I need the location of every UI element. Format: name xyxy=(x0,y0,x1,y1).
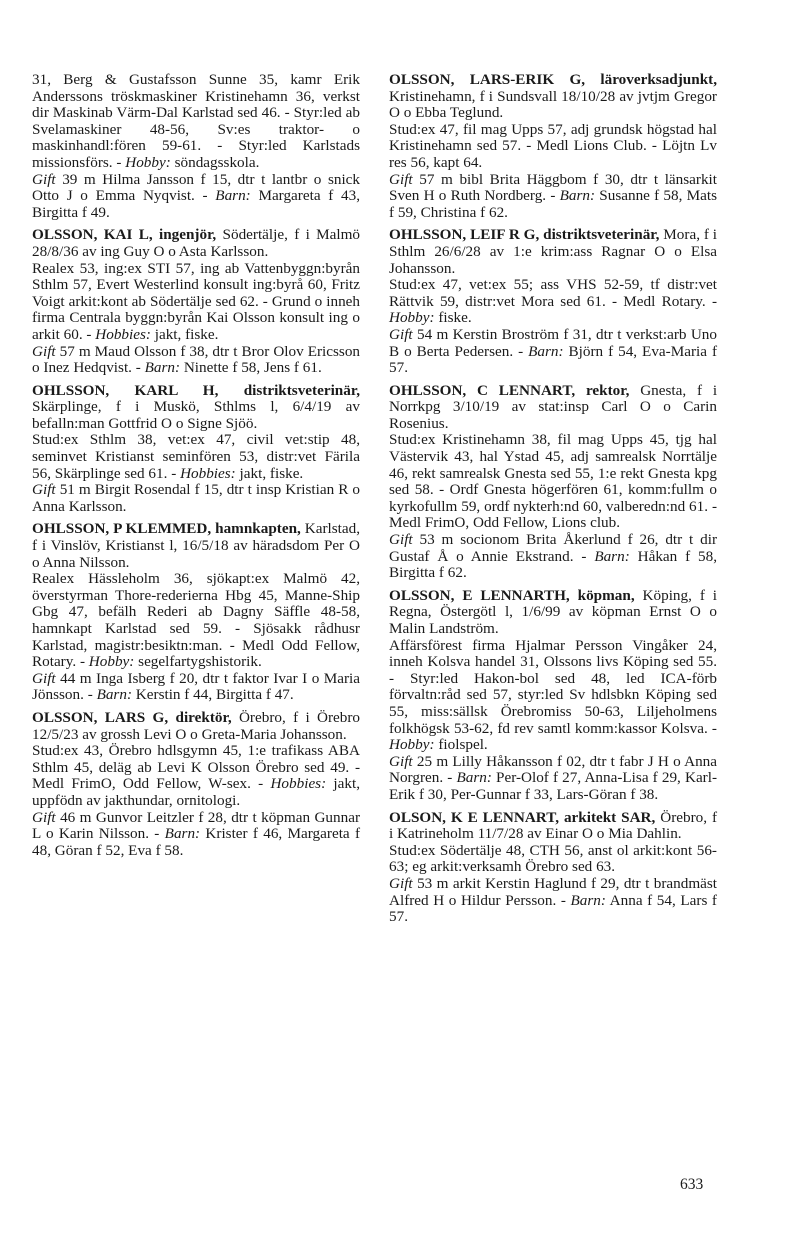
entry-barn: Björn f 54, Eva-Maria f 57. xyxy=(389,342,718,377)
entry-title: hamnkapten, xyxy=(215,520,301,538)
entry-title: rektor, xyxy=(585,381,630,399)
entry-title: köpman, xyxy=(577,586,635,604)
entry-barn: Krister f 46, Margareta f 48, Göran f 52, Eva f 58. xyxy=(32,825,361,859)
right-column xyxy=(389,72,717,932)
gift-label: Gift xyxy=(32,808,56,826)
entry-body: Stud:ex Södertälje 48, CTH 56, anst ol arkit:kont 56-63; eg arkit:verksamh Örebro sed 63. xyxy=(389,841,717,876)
entry-olsson-continuation xyxy=(32,72,360,221)
entry-body: Stud:ex Sthlm 38, vet:ex 47, civil vet:stip 48, seminvet Kristianst seminfören 53, distr:vet Färila 56, Skärplinge sed 61. - xyxy=(32,431,360,482)
entry-name: OLSSON, KAI L, xyxy=(32,226,153,244)
entry-title: distriktsveterinär, xyxy=(243,381,360,399)
entry-intro: Södertälje, f i Malmö 28/8/36 av ing Guy O o Asta Karlsson. xyxy=(32,226,360,260)
entry-ohlsson-leif xyxy=(389,227,717,376)
entry-name: OLSSON, LARS-ERIK G, xyxy=(389,71,586,88)
left-column xyxy=(32,72,360,865)
entry-gift: 53 m arkit Kerstin Haglund f 29, dtr t brandmäst Alfred H o Hildur Persson. - xyxy=(389,874,718,909)
entry-ohlsson-c-lennart xyxy=(389,383,717,582)
entry-barn: Håkan f 58, Birgitta f 62. xyxy=(389,547,718,582)
barn-label: Barn: xyxy=(559,187,596,205)
entry-barn: Per-Olof f 27, Anna-Lisa f 29, Karl-Erik f 30, Per-Gunnar f 33, Lars-Göran f 38. xyxy=(389,769,718,803)
entry-body: Stud:ex 47, vet:ex 55; ass VHS 52-59, tf distr:vet Rättvik 59, distr:vet Mora sed 61. - Medl Rotary. - xyxy=(389,276,717,310)
entry-body: Realex Hässleholm 36, sjökapt:ex Malmö 42, överstyrman Thore-rederierna Hbg 45, Manne-Ship Gbg 47, befälh Rederi ab Dagny Säffle 48-58, hamnkapt Karlstad sed 59. - Sjösakk rådhusr Karlstad, magistr:besiktn:man. - Medl Odd Fellow, Rotary. - xyxy=(32,570,360,671)
entry-body: Realex 53, ing:ex STI 57, ing ab Vattenbyggn:byrån Sthlm 57, Evert Westerlind konsult ing:byrå 60, Fritz Voigt arkit:kont ab Södertälje sed 62. - Grund o inneh firma Centrala byggn:byrån Kai Olsson konsult ing o arkit 60. - xyxy=(32,259,360,343)
entry-hobby: fiske. xyxy=(438,309,472,327)
barn-label: Barn: xyxy=(570,891,606,909)
entry-intro: Gnesta, f i Norrkpg 3/10/19 av stat:insp Carl O o Carin Rosenius. xyxy=(389,381,718,432)
entry-hobby: fiolspel. xyxy=(438,736,488,754)
gift-label: Gift xyxy=(389,531,413,549)
entry-title: ingenjör, xyxy=(158,226,217,244)
gift-label: Gift xyxy=(389,752,413,770)
entry-barn: Anna f 54, Lars f 57. xyxy=(389,891,717,926)
barn-label: Barn: xyxy=(456,769,492,787)
entry-body: Stud:ex 43, Örebro hdlsgymn 45, 1:e trafikass ABA Sthlm 45, deläg ab Levi K Olsson Örebro sed 49. - Medl FrimO, Odd Fellow, W-sex. - xyxy=(32,742,360,793)
gift-label: Gift xyxy=(389,874,413,892)
entry-barn: Susanne f 58, Mats f 59, Christina f 62. xyxy=(389,187,718,221)
barn-label: Barn: xyxy=(594,547,630,565)
barn-label: Barn: xyxy=(215,187,251,205)
hobby-label: Hobbies: xyxy=(95,325,151,343)
entry-barn: Kerstin f 44, Birgitta f 47. xyxy=(135,686,294,704)
entry-title: läroverksadjunkt, xyxy=(600,71,717,88)
entry-intro: Örebro, f i Örebro 12/5/23 av grossh Levi O o Greta-Maria Johansson. xyxy=(32,708,361,743)
entry-ohlsson-karl xyxy=(32,383,360,516)
entry-olson-k-e-lennart xyxy=(389,810,717,926)
barn-label: Barn: xyxy=(164,825,201,843)
entry-hobby: jakt, fiske. xyxy=(239,464,304,482)
entry-intro: Mora, f i Sthlm 26/6/28 av 1:e krim:ass Ragnar O o Elsa Johansson. xyxy=(389,226,717,277)
gift-label: Gift xyxy=(389,325,413,343)
entry-title: direktör, xyxy=(175,708,232,726)
hobby-label: Hobby: xyxy=(88,653,135,671)
entry-olsson-lars xyxy=(32,710,360,859)
entry-name: OHLSSON, P KLEMMED, xyxy=(32,520,212,538)
entry-body: Stud:ex Kristinehamn 38, fil mag Upps 45, tjg hal Västervik 43, hal Ystad 45, adj samrealsk Norrtälje 46, rekt samrealsk Gnesta sed 55, 1:e rekt Gnesta kpg sed 58. - Ordf Gnesta högerfören 61, komm:fullm o kyrkofullm 59, ordf nykterh:nd 60, valberedn:nd 61. - Medl FrimO, Odd Fellow, Lions club. xyxy=(389,431,717,532)
entry-gift: 25 m Lilly Håkansson f 02, dtr t fabr J H o Anna Norgren. - xyxy=(389,752,718,787)
entry-gift: 53 m socionom Brita Åkerlund f 26, dtr t dir Gustaf Å o Annie Ekstrand. - xyxy=(389,531,717,565)
barn-label: Barn: xyxy=(96,686,132,704)
entry-intro: Skärplinge, f i Muskö, Sthlms l, 6/4/19 av befalln:man Gottfrid O o Signe Sjöö. xyxy=(32,398,360,432)
entry-gift: 44 m Inga Isberg f 20, dtr t faktor Ivar I o Maria Jönsson. - xyxy=(32,669,361,704)
entry-body: Stud:ex 47, fil mag Upps 57, adj grundsk högstad hal Kristinehamn sed 57. - Medl Lions Club. - Löjtn Lv res 56, kapt 64. xyxy=(389,120,717,171)
entry-name: OLSSON, E LENNARTH, xyxy=(389,586,570,604)
entry-hobby: jakt, fiske. xyxy=(154,325,219,343)
entry-ohlsson-p-klemmed xyxy=(32,521,360,704)
entry-name: OLSSON, LARS G, xyxy=(32,708,169,726)
gift-label: Gift xyxy=(32,669,56,687)
hobby-label: Hobbies: xyxy=(270,775,327,793)
entry-olsson-kai xyxy=(32,227,360,376)
entry-barn: Ninette f 58, Jens f 61. xyxy=(183,359,322,377)
hobby-label: Hobby: xyxy=(389,736,435,754)
entry-intro: Örebro, f i Katrineholm 11/7/28 av Einar O o Mia Dahlin. xyxy=(389,808,718,843)
entry-title: distriktsveterinär, xyxy=(543,226,660,244)
entry-gift: 51 m Birgit Rosendal f 15, dtr t insp Kristian R o Anna Karlsson. xyxy=(32,481,360,515)
entry-body: Affärsförest firma Hjalmar Persson Vingåker 24, inneh Kolsva handel 31, Olssons livs Köping sed 55. - Styr:led Hakon-bol sed 48, led ICA-förb förvaltn:råd sed 57, styr:led Sv hdlsbkn Köping sed 55, miss:sällsk Örebromiss 50-63, Liljeholmens folkhögsk 53-62, fd rev samtl komm:kassor Kolsva. - xyxy=(389,636,717,737)
entry-gift: 46 m Gunvor Leitzler f 28, dtr t köpman Gunnar L o Karin Nilsson. - xyxy=(32,808,361,843)
gift-label: Gift xyxy=(32,170,56,188)
entry-hobby: jakt, uppfödn av jakthundar, ornitologi. xyxy=(32,775,360,809)
entry-gift: 57 m Maud Olsson f 38, dtr t Bror Olov Ericsson o Inez Hedqvist. - xyxy=(32,342,361,377)
gift-label: Gift xyxy=(32,342,56,360)
entry-hobby: segelfartygshistorik. xyxy=(138,653,262,671)
entry-body: 31, Berg & Gustafsson Sunne 35, kamr Erik Anderssons tröskmaskiner Kristinehamn 36, verkst dir Maskinab Värm-Dal Karlstad sed 46. - Styr:led ab Svelamaskiner 48-56, Sv:es traktor- o maskinhandl:fören 59-61. - Styr:led Karlstads missionsförs. - xyxy=(32,71,360,171)
entry-name: OHLSSON, C LENNART, xyxy=(389,381,576,399)
barn-label: Barn: xyxy=(528,342,564,360)
entry-intro: Karlstad, f i Vinslöv, Kristianst l, 16/5/18 av häradsdom Per O o Anna Nilsson. xyxy=(32,520,361,571)
entry-olsson-lars-erik xyxy=(389,72,717,221)
entry-name: OHLSSON, LEIF R G, xyxy=(389,226,540,244)
entry-intro: Köping, f i Regna, Östergötl l, 1/6/99 av köpman Ernst O o Malin Landström. xyxy=(389,586,718,637)
gift-label: Gift xyxy=(389,170,413,188)
entry-hobby: söndagsskola. xyxy=(174,153,260,171)
entry-gift: 39 m Hilma Jansson f 15, dtr t lantbr o snick Otto J o Emma Nyqvist. - xyxy=(32,170,360,205)
barn-label: Barn: xyxy=(144,359,181,377)
entry-title: arkitekt SAR, xyxy=(563,808,656,826)
entry-gift: 54 m Kerstin Broström f 31, dtr t verkst:arb Uno B o Berta Pedersen. - xyxy=(389,325,717,360)
entry-name: OLSON, K E LENNART, xyxy=(389,808,560,826)
entry-gift: 57 m bibl Brita Häggbom f 30, dtr t länsarkit Sven H o Ruth Nordberg. - xyxy=(389,170,717,205)
entry-intro: Kristinehamn, f i Sundsvall 18/10/28 av jvtjm Gregor O o Ebba Teglund. xyxy=(389,87,717,122)
page-number: 633 xyxy=(680,1176,704,1193)
hobby-label: Hobbies: xyxy=(180,464,236,482)
hobby-label: Hobby: xyxy=(389,309,435,327)
hobby-label: Hobby: xyxy=(125,153,171,171)
gift-label: Gift xyxy=(32,481,56,499)
entry-name: OHLSSON, KARL H, xyxy=(32,381,219,399)
entry-olsson-e-lennarth xyxy=(389,588,717,804)
entry-barn: Margareta f 43, Birgitta f 49. xyxy=(32,187,360,221)
